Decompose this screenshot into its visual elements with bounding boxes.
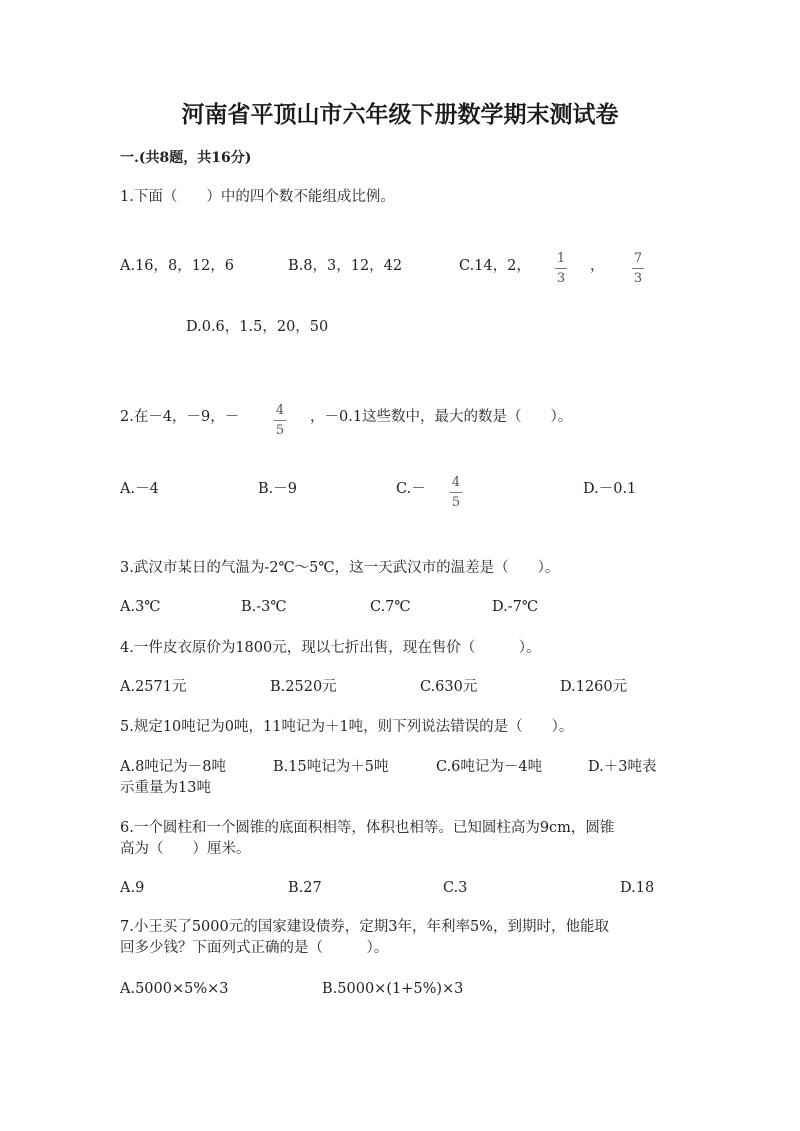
fraction-numerator: 4 [275, 403, 285, 418]
q7-stem-line2: 回多少钱？下面列式正确的是（ ）。 [120, 940, 389, 956]
fraction-denominator: 5 [451, 495, 461, 510]
q6-option-a: A.9 [120, 880, 145, 896]
fraction-bar [274, 420, 286, 421]
q5-stem: 5.规定10吨记为0吨，11吨记为＋1吨，则下列说法错误的是（ ）。 [120, 719, 574, 735]
q2-stem-prefix: 2.在－4，－9，－ [120, 409, 240, 425]
q4-option-b: B.2520元 [270, 679, 337, 695]
q1-stem: 1.下面（ ）中的四个数不能组成比例。 [120, 189, 395, 205]
q5-option-d-line2: 示重量为13吨 [120, 780, 211, 796]
q2-option-a: A.－4 [120, 481, 159, 497]
q3-option-a: A.3℃ [120, 599, 161, 615]
q6-option-c: C.3 [443, 880, 468, 896]
q1-option-c-fraction-2 [632, 252, 644, 285]
q2-option-b: B.－9 [258, 481, 297, 497]
fraction-numerator: 7 [633, 251, 643, 266]
q4-option-d: D.1260元 [560, 679, 628, 695]
q7-option-b: B.5000×(1+5%)×3 [322, 981, 464, 997]
q1-option-d: D.0.6，1.5，20，50 [186, 319, 329, 335]
q7-option-a: A.5000×5%×3 [120, 981, 229, 997]
q2-stem-fraction [274, 404, 286, 437]
section-heading: 一.(共8题，共16分) [120, 150, 252, 166]
q2-option-c-fraction [450, 476, 462, 509]
q3-stem: 3.武汉市某日的气温为-2℃～5℃，这一天武汉市的温差是（ ）。 [120, 560, 560, 576]
q2-option-d: D.－0.1 [583, 481, 637, 497]
fraction-denominator: 5 [275, 423, 285, 438]
q4-stem: 4.一件皮衣原价为1800元，现以七折出售，现在售价（ ）。 [120, 640, 541, 656]
fraction-numerator: 4 [451, 475, 461, 490]
fraction-bar [450, 492, 462, 493]
q2-stem-suffix: ，－0.1这些数中，最大的数是（ ）。 [310, 409, 573, 425]
q6-stem-line1: 6.一个圆柱和一个圆锥的底面积相等，体积也相等。已知圆柱高为9cm，圆锥 [120, 820, 615, 836]
q3-option-c: C.7℃ [370, 599, 411, 615]
q6-option-b: B.27 [288, 880, 322, 896]
fraction-bar [555, 268, 567, 269]
q6-option-d: D.18 [620, 880, 655, 896]
q4-option-a: A.2571元 [120, 679, 187, 695]
q3-option-d: D.-7℃ [492, 599, 539, 615]
q5-option-c: C.6吨记为－4吨 [436, 759, 543, 775]
page-title: 河南省平顶山市六年级下册数学期末测试卷 [181, 101, 619, 128]
q6-stem-line2: 高为（ ）厘米。 [120, 841, 251, 857]
q5-option-a: A.8吨记为－8吨 [120, 759, 227, 775]
q3-option-b: B.-3℃ [241, 599, 287, 615]
q1-option-c-separator: ， [590, 258, 605, 274]
fraction-bar [632, 268, 644, 269]
fraction-denominator: 3 [633, 271, 643, 286]
q1-option-c: C.14，2， [459, 258, 531, 274]
fraction-numerator: 1 [556, 251, 566, 266]
q4-option-c: C.630元 [420, 679, 478, 695]
fraction-denominator: 3 [556, 271, 566, 286]
q2-option-c: C.－ [396, 481, 426, 497]
q1-option-b: B.8，3，12，42 [288, 258, 403, 274]
q1-option-a: A.16，8，12，6 [120, 258, 234, 274]
q7-stem-line1: 7.小王买了5000元的国家建设债券，定期3年，年利率5%，到期时，他能取 [120, 919, 609, 935]
q5-option-d-line1: D.＋3吨表 [588, 759, 657, 775]
q1-option-c-fraction-1 [555, 252, 567, 285]
q5-option-b: B.15吨记为＋5吨 [273, 759, 389, 775]
